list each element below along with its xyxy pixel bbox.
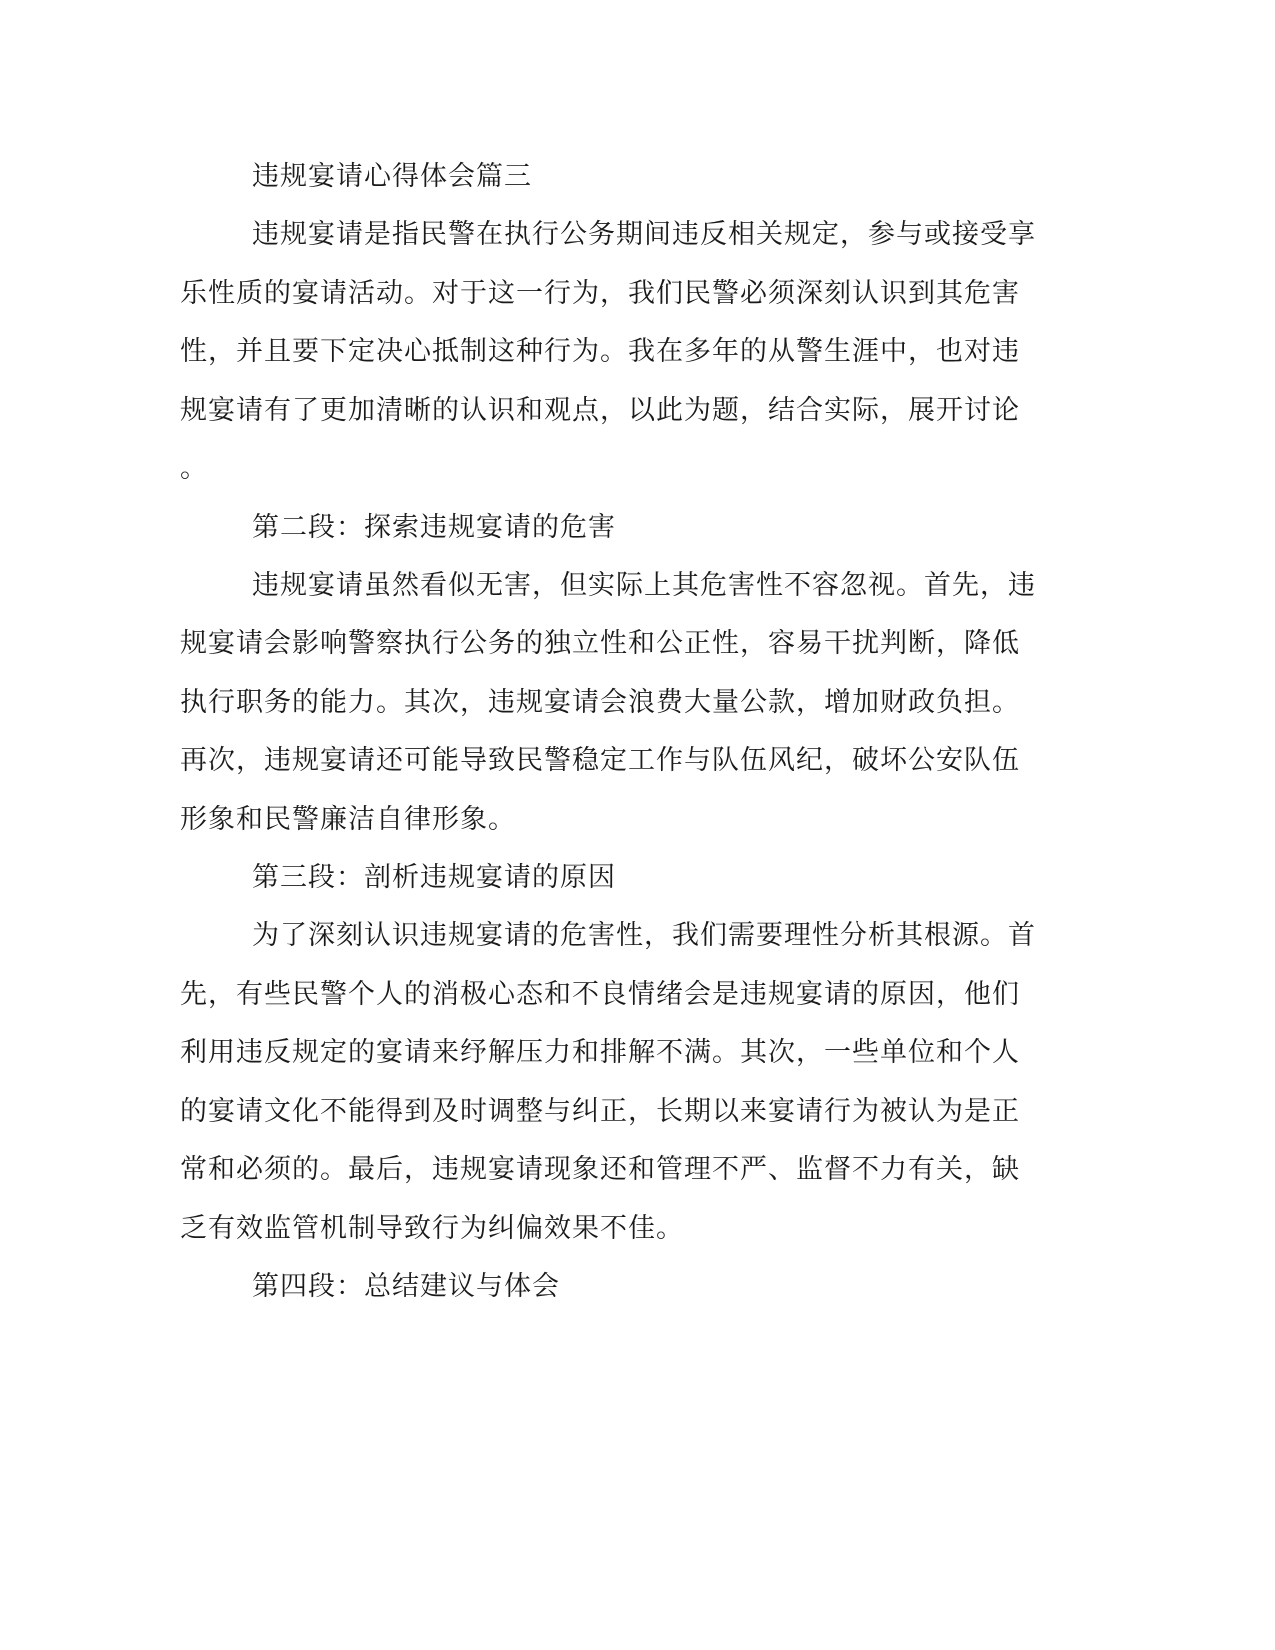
paragraph-line: 先，有些民警个人的消极心态和不良情绪会是违规宴请的原因，他们 bbox=[180, 978, 1020, 1010]
paragraph-line: 规宴请会影响警察执行公务的独立性和公正性，容易干扰判断，降低 bbox=[180, 628, 1020, 659]
paragraph-line: 利用违反规定的宴请来纾解压力和排解不满。其次，一些单位和个人 bbox=[180, 1037, 1020, 1068]
paragraph-line: 执行职务的能力。其次，违规宴请会浪费大量公款，增加财政负担。 bbox=[180, 686, 1020, 718]
paragraph-line: 违规宴请是指民警在执行公务期间违反相关规定，参与或接受享 bbox=[252, 219, 1036, 250]
paragraph-line: 乏有效监管机制导致行为纠偏效果不佳。 bbox=[180, 1212, 684, 1244]
paragraph-line: 常和必须的。最后，违规宴请现象还和管理不严、监督不力有关，缺 bbox=[180, 1154, 1020, 1185]
paragraph-line: 形象和民警廉洁自律形象。 bbox=[180, 803, 516, 835]
paragraph-harms bbox=[180, 557, 1036, 850]
paragraph-intro bbox=[180, 206, 1036, 499]
section-heading-3: 第三段：剖析违规宴请的原因 bbox=[252, 862, 616, 893]
paragraph-line: 违规宴请虽然看似无害，但实际上其危害性不容忽视。首先，违 bbox=[252, 569, 1036, 601]
paragraph-line: 规宴请有了更加清晰的认识和观点，以此为题，结合实际，展开讨论 bbox=[180, 394, 1020, 426]
paragraph-line: 再次，违规宴请还可能导致民警稳定工作与队伍风纪，破坏公安队伍 bbox=[180, 745, 1020, 776]
paragraph-causes bbox=[180, 907, 1036, 1258]
paragraph-line: 。 bbox=[180, 453, 208, 484]
paragraph-line: 的宴请文化不能得到及时调整与纠正，长期以来宴请行为被认为是正 bbox=[180, 1095, 1020, 1127]
paragraph-line: 为了深刻认识违规宴请的危害性，我们需要理性分析其根源。首 bbox=[252, 920, 1036, 951]
paragraph-line: 乐性质的宴请活动。对于这一行为，我们民警必须深刻认识到其危害 bbox=[180, 277, 1020, 309]
section-heading-2: 第二段：探索违规宴请的危害 bbox=[252, 511, 616, 543]
document-title: 违规宴请心得体会篇三 bbox=[252, 161, 532, 192]
document-body bbox=[180, 148, 1036, 1316]
paragraph-line: 性，并且要下定决心抵制这种行为。我在多年的从警生涯中，也对违 bbox=[180, 336, 1020, 367]
section-heading-4: 第四段：总结建议与体会 bbox=[252, 1271, 560, 1302]
